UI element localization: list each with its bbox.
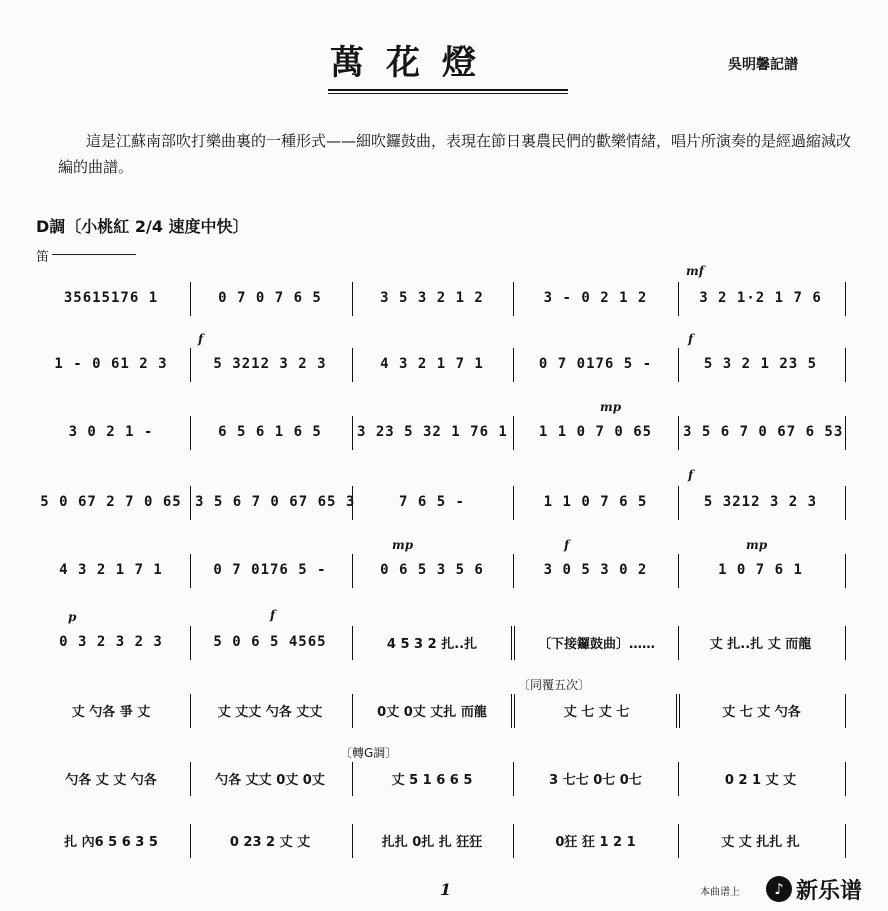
measure: 4 3 2 1 7 1	[380, 356, 484, 372]
dynamic-mark: f	[688, 468, 694, 482]
score-row-7	[0, 678, 888, 732]
dynamic-mark: mp	[392, 538, 414, 552]
barline	[513, 282, 514, 316]
instrument-line	[52, 254, 136, 255]
measure: 丈 5 1 6 6 5	[391, 772, 473, 788]
barline	[678, 416, 679, 450]
measure: 5 3212 3 2 3	[703, 494, 818, 510]
measure: 3 5 6 7 0 67 6 53	[683, 424, 844, 440]
dynamic-mark: f	[564, 538, 570, 552]
measure: 5 0 6 5 4565	[213, 634, 327, 650]
barline	[190, 282, 191, 316]
barline	[190, 824, 191, 858]
score-row-9	[0, 822, 888, 862]
measure: 1 1 0 7 6 5	[543, 494, 648, 510]
barline	[190, 554, 191, 588]
score-row-3	[0, 400, 888, 454]
measure: 3 5 6 7 0 67 65 3	[195, 494, 356, 510]
measure: 0 7 0176 5 -	[538, 356, 653, 372]
score-row-6	[0, 608, 888, 664]
barline	[190, 762, 191, 796]
measure: 扎 內6 5 6 3 5	[64, 834, 158, 850]
barline	[845, 694, 846, 728]
intro-paragraph: 這是江蘇南部吹打樂曲裏的一種形式——細吹鑼鼓曲，表現在節日裏農民們的歡樂情緒，唱片所演奏的是經過縮減改編的曲譜。	[58, 132, 852, 176]
measure: 0 23 2 丈 丈	[229, 834, 311, 850]
page-number: 1	[440, 880, 452, 899]
barline	[352, 762, 353, 796]
instrument-label: 笛	[36, 250, 50, 265]
measure: 0 7 0 7 6 5	[218, 290, 322, 306]
measure: 丈 七 丈 勺各	[722, 704, 801, 720]
measure: 3 0 5 3 0 2	[543, 562, 648, 578]
barline	[678, 348, 679, 382]
barline	[513, 824, 514, 858]
score-row-4	[0, 468, 888, 524]
measure: 丈 勺各 爭 丈	[71, 704, 151, 720]
title-underline	[328, 89, 568, 91]
barline	[190, 348, 191, 382]
barline	[190, 416, 191, 450]
measure: 3 23 5 32 1 76 1	[357, 424, 508, 440]
barline	[845, 626, 846, 660]
measure: 扎扎 0扎 扎 狂狂	[381, 834, 483, 850]
measure: 丈 丈 扎扎 扎	[721, 834, 800, 850]
measure: 0 3 2 3 2 3	[59, 634, 163, 650]
measure: 4 5 3 2 扎..扎	[386, 636, 478, 652]
barline	[678, 626, 679, 660]
measure: 0丈 0丈 丈扎 而龍	[377, 704, 487, 720]
barline	[352, 416, 353, 450]
measure: 丈 七 丈 七	[563, 704, 630, 720]
barline	[678, 486, 679, 520]
measure: 5 3 2 1 23 5	[703, 356, 818, 372]
dynamic-mark: mp	[600, 400, 622, 414]
repeat-end-barline	[676, 694, 682, 728]
barline	[513, 554, 514, 588]
measure: 5 0 67 2 7 0 65	[40, 494, 182, 510]
barline	[352, 282, 353, 316]
measure: 3 - 0 2 1 2	[543, 290, 648, 306]
barline	[513, 486, 514, 520]
music-note-logo-icon: ♪	[766, 876, 792, 902]
dynamic-mark: f	[198, 332, 204, 346]
measure: 3 0 2 1 -	[68, 424, 154, 440]
dynamic-mark: mp	[746, 538, 768, 552]
measure: 0 6 5 3 5 6	[380, 562, 484, 578]
barline	[513, 348, 514, 382]
dynamic-mark: mf	[686, 264, 704, 278]
song-title: 萬花燈	[330, 43, 498, 83]
score-row-1	[0, 264, 888, 320]
barline	[678, 554, 679, 588]
score-row-5	[0, 538, 888, 592]
measure: 35615176 1	[63, 290, 159, 306]
repeat-start-barline	[511, 694, 517, 728]
dynamic-mark: f	[688, 332, 694, 346]
barline	[352, 824, 353, 858]
measure: 7 6 5 -	[398, 494, 465, 510]
barline	[845, 416, 846, 450]
repeat-annotation: 〔同覆五次〕	[518, 678, 591, 692]
barline	[352, 554, 353, 588]
measure: 3 七七 0七 0七	[549, 772, 642, 788]
barline	[845, 554, 846, 588]
measure: 1 0 7 6 1	[718, 562, 803, 578]
measure: 勺各 丈丈 0丈 0丈	[215, 772, 325, 788]
site-logo-text: 新乐谱	[796, 879, 863, 904]
dynamic-mark: p	[68, 610, 77, 624]
footer-note: 本曲谱上	[700, 887, 740, 898]
measure: 3 2 1·2 1 7 6	[699, 290, 822, 306]
score-row-2	[0, 332, 888, 386]
barline	[845, 762, 846, 796]
barline	[678, 824, 679, 858]
dynamic-mark: f	[270, 608, 276, 622]
barline	[352, 694, 353, 728]
measure: 6 5 6 1 6 5	[218, 424, 322, 440]
measure: 0 2 1 丈 丈	[724, 772, 797, 788]
score-row-8	[0, 746, 888, 800]
measure: 〔下接鑼鼓曲〕……	[537, 636, 655, 652]
measure: 3 5 3 2 1 2	[380, 290, 484, 306]
barline	[845, 486, 846, 520]
barline	[190, 626, 191, 660]
barline	[513, 762, 514, 796]
measure: 勺各 丈 丈 勺各	[65, 772, 157, 788]
modulation-annotation: 〔轉G調〕	[340, 746, 398, 760]
barline	[845, 348, 846, 382]
barline	[352, 626, 353, 660]
barline	[678, 282, 679, 316]
barline	[352, 486, 353, 520]
title-underline-thin	[328, 93, 568, 94]
measure: 0 7 0176 5 -	[213, 562, 327, 578]
barline	[190, 486, 191, 520]
measure: 1 1 0 7 0 65	[538, 424, 653, 440]
barline	[190, 694, 191, 728]
barline	[513, 416, 514, 450]
barline	[678, 762, 679, 796]
barline	[352, 348, 353, 382]
measure: 丈 丈丈 勺各 丈丈	[217, 704, 323, 720]
barline	[845, 282, 846, 316]
barline	[845, 824, 846, 858]
measure: 4 3 2 1 7 1	[59, 562, 163, 578]
measure: 5 3212 3 2 3	[213, 356, 327, 372]
double-barline	[511, 626, 517, 660]
measure: 1 - 0 61 2 3	[54, 356, 168, 372]
measure: 0狂 狂 1 2 1	[555, 834, 636, 850]
key-tempo-line: D調〔小桃紅 2/4 速度中快〕	[36, 217, 249, 236]
author-credit: 吳明馨記譜	[728, 57, 798, 73]
measure: 丈 扎..扎 丈 而龍	[709, 636, 812, 652]
